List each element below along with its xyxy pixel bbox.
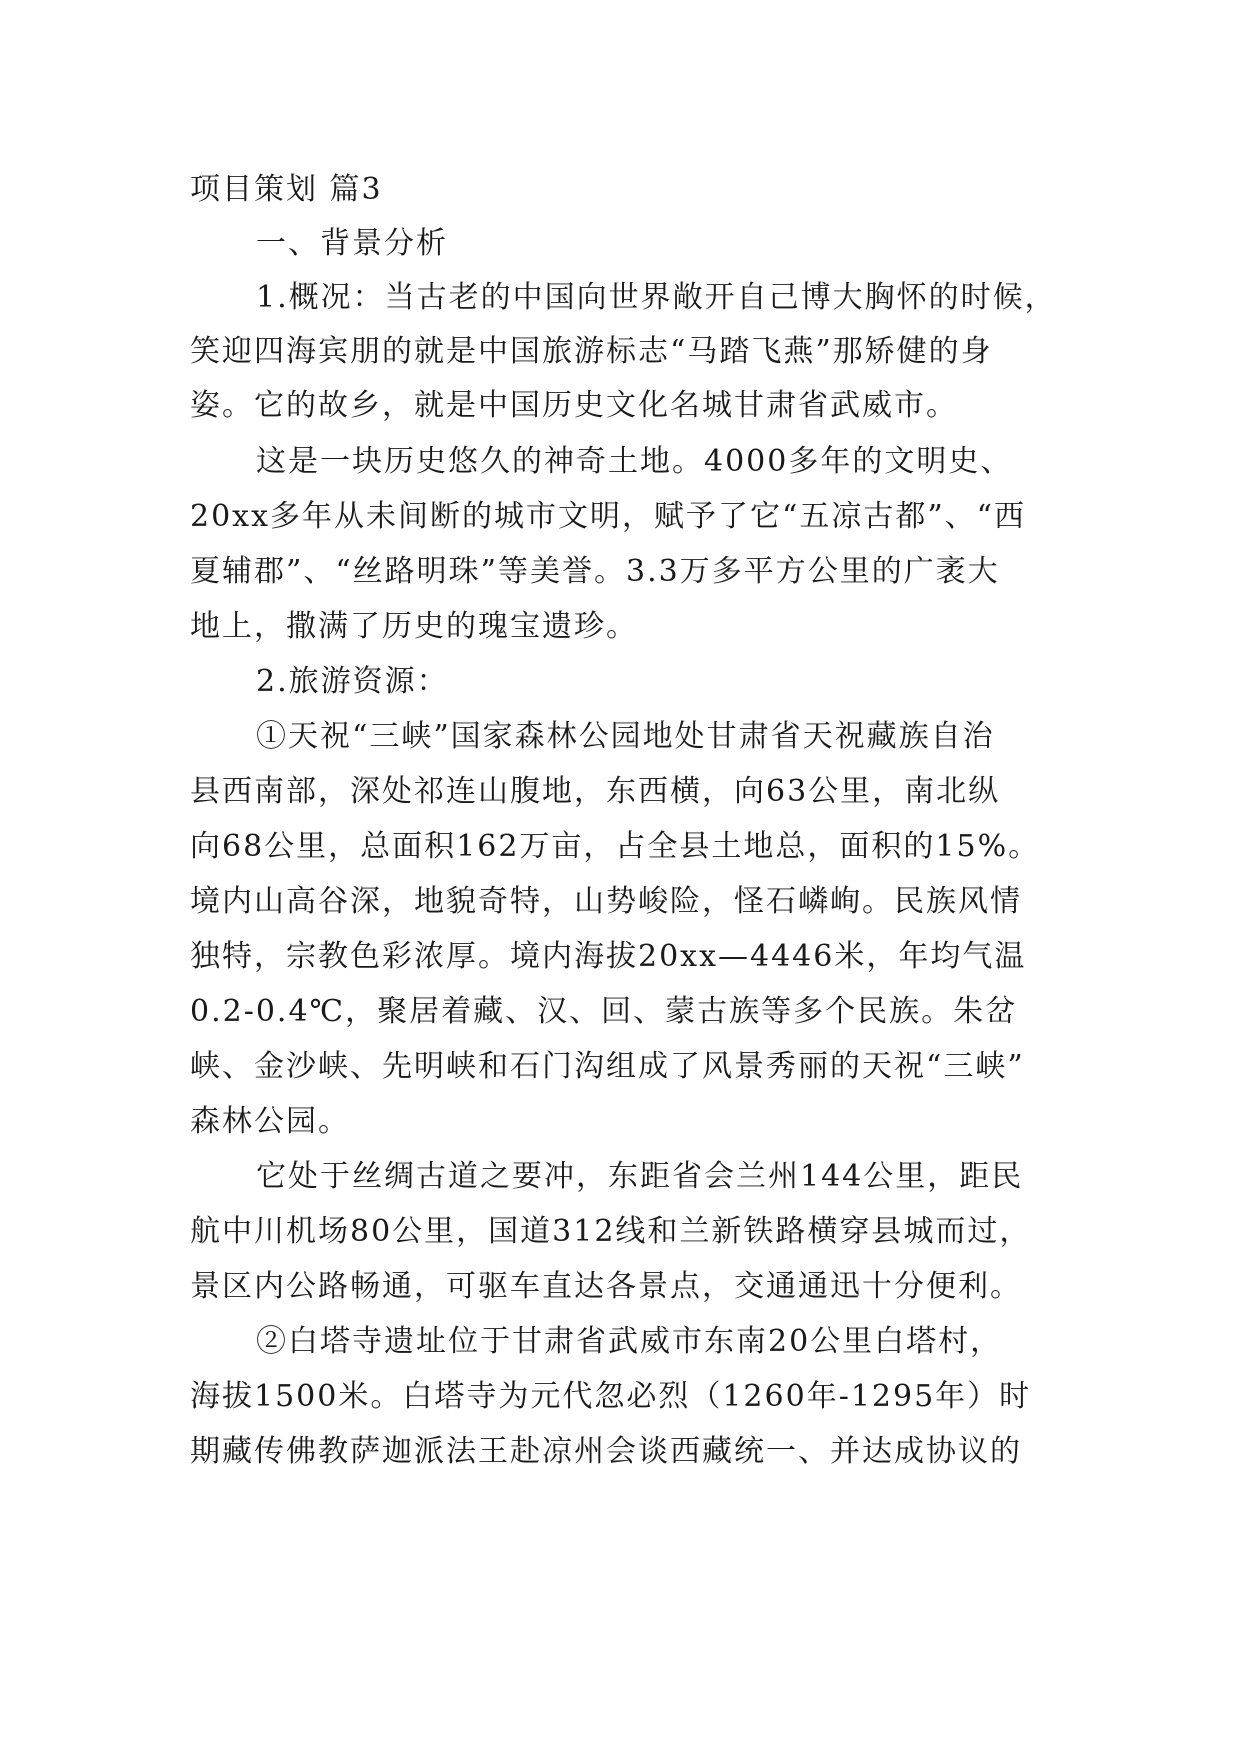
paragraph-line: 向68公里，总面积162万亩，占全县土地总，面积的15%。 [190, 829, 1041, 864]
paragraph-line: 航中川机场80公里，国道312线和兰新铁路横穿县城而过， [190, 1214, 1032, 1249]
paragraph-line: ②白塔寺遗址位于甘肃省武威市东南20公里白塔村， [256, 1324, 1003, 1359]
paragraph-line: 0.2-0.4℃，聚居着藏、汉、回、蒙古族等多个民族。朱岔 [190, 994, 1018, 1029]
document-title: 项目策划 篇3 [190, 172, 383, 207]
paragraph-line: 期藏传佛教萨迦派法王赴凉州会谈西藏统一、并达成协议的 [190, 1434, 1022, 1469]
paragraph-line: 1.概况：当古老的中国向世界敞开自己博大胸怀的时候， [256, 280, 1057, 315]
paragraph-line: 地上，撒满了历史的瑰宝遗珍。 [190, 609, 638, 644]
paragraph-line: ①天祝“三峡”国家森林公园地处甘肃省天祝藏族自治 [256, 719, 995, 754]
paragraph-line: 姿。它的故乡，就是中国历史文化名城甘肃省武威市。 [190, 388, 958, 423]
paragraph-line: 2.旅游资源： [256, 664, 449, 699]
paragraph-line: 20xx多年从未间断的城市文明，赋予了它“五凉古都”、“西 [190, 499, 1027, 534]
paragraph-line: 独特，宗教色彩浓厚。境内海拔20xx—4446米，年均气温 [190, 939, 1027, 974]
paragraph-line: 笑迎四海宾朋的就是中国旅游标志“马踏飞燕”那矫健的身 [190, 334, 993, 369]
paragraph-line: 境内山高谷深，地貌奇特，山势峻险，怪石嶙峋。民族风情 [190, 884, 1022, 919]
paragraph-line: 海拔1500米。白塔寺为元代忽必烈（1260年-1295年）时 [190, 1379, 1032, 1414]
paragraph-line: 景区内公路畅通，可驱车直达各景点，交通通迅十分便利。 [190, 1269, 1022, 1304]
paragraph-line: 县西南部，深处祁连山腹地，东西横，向63公里，南北纵 [190, 774, 1001, 809]
paragraph-line: 这是一块历史悠久的神奇土地。4000多年的文明史、 [256, 444, 1013, 479]
section-heading: 一、背景分析 [256, 226, 448, 261]
paragraph-line: 夏辅郡”、“丝路明珠”等美誉。3.3万多平方公里的广袤大 [190, 554, 1000, 589]
paragraph-line: 森林公园。 [190, 1104, 350, 1139]
paragraph-line: 它处于丝绸古道之要冲，东距省会兰州144公里，距民 [256, 1159, 1024, 1194]
paragraph-line: 峡、金沙峡、先明峡和石门沟组成了风景秀丽的天祝“三峡” [190, 1049, 1025, 1084]
